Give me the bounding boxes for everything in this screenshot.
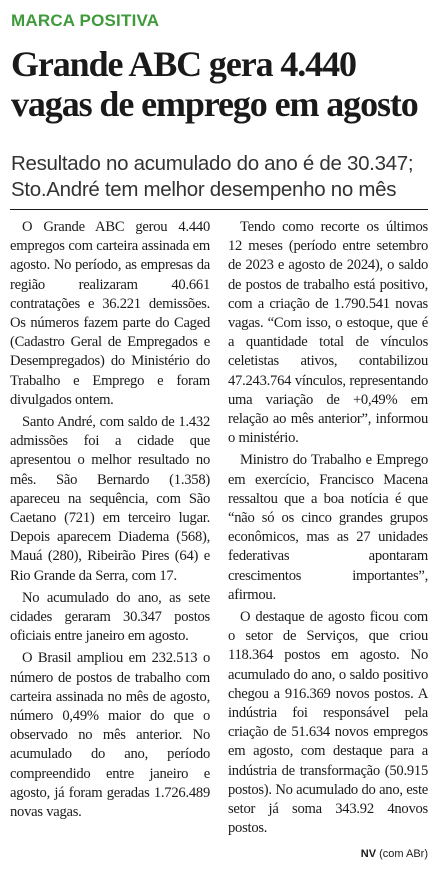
body-paragraph: Tendo como recorte os últimos 12 meses (período entre setembro de 2023 e agosto de 2024), o saldo de postos de trabalho está positivo, com a criação de 1.790.541 novas vagas. “Com isso, o estoque, que é a quantidade total de vínculos celetistas ativos, contabilizou 47.243.764 vínculos, representando uma variação de +0,49% em relação ao mês anterior”, informou o ministério. xyxy=(228,219,428,447)
author-credit xyxy=(361,845,428,864)
body-paragraph: No acumulado do ano, as sete cidades geraram 30.347 postos oficiais entre janeiro em agosto. xyxy=(10,589,210,645)
section-kicker: MARCA POSITIVA xyxy=(11,11,160,30)
body-paragraph: O destaque de agosto ficou com o setor de Serviços, que criou 118.364 postos em agosto. No acumulado do ano, o saldo positivo chegou a 916.369 novos postos. A indústria foi responsável pela criação de 51.634 novos empregos em agosto, com destaque para a indústria de transformação (50.915 postos). No acumulado do ano, este setor já soma 343.92 4novos postos. xyxy=(228,609,428,837)
article-column-right xyxy=(228,218,428,864)
body-paragraph: Ministro do Trabalho e Emprego em exercício, Francisco Macena ressaltou que a boa notícia é que “não só os cinco grandes grupos econômicos, mas as 27 unidades federativas apontaram crescimentos importantes”, afirmou. xyxy=(228,452,428,603)
body-paragraph: O Brasil ampliou em 232.513 o número de postos de trabalho com carteira assinada no mês de agosto, número 0,49% maior do que o observado no mês anterior. No acumulado do ano, período compreendido entre janeiro e agosto, já foram geradas 1.726.489 novas vagas. xyxy=(10,650,210,821)
article-body xyxy=(10,218,428,860)
subheadline: Resultado no acumulado do ano é de 30.347; Sto.André tem melhor desempenho no mês xyxy=(11,152,414,201)
credit-source: (com ABr) xyxy=(379,847,428,860)
body-paragraph: O Grande ABC gerou 4.440 empregos com carteira assinada em agosto. No período, as empresas da região realizaram 40.661 contratações e 36.221 demissões. Os números fazem parte do Caged (Cadastro Geral de Empregados e Desempregados) do Ministério do Trabalho e Emprego e foram divulgados ontem. xyxy=(10,219,210,408)
body-paragraph: Santo André, com saldo de 1.432 admissões foi a cidade que apresentou o melhor resultado no mês. São Bernardo (1.358) apareceu na sequência, com São Caetano (721) em terceiro lugar. Depois aparecem Diadema (568), Mauá (280), Ribeirão Pires (64) e Rio Grande da Serra, com 17. xyxy=(10,414,210,584)
article-column-left xyxy=(10,218,210,825)
headline: Grande ABC gera 4.440 vagas de emprego em agosto xyxy=(11,44,418,124)
author-initials: NV xyxy=(360,847,377,860)
divider xyxy=(10,209,428,210)
